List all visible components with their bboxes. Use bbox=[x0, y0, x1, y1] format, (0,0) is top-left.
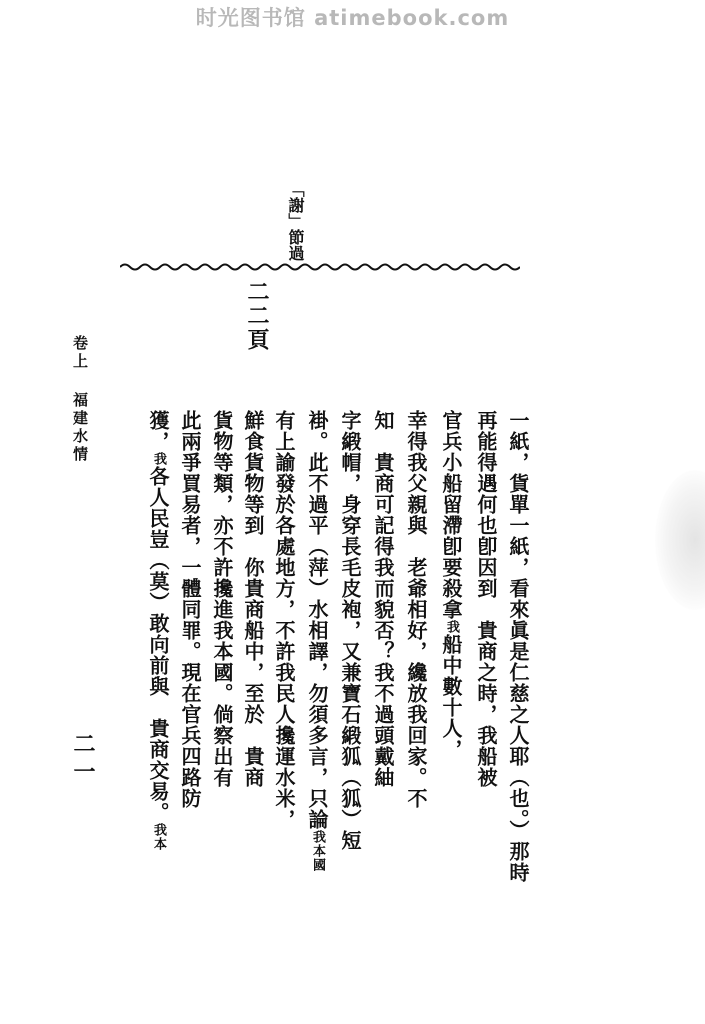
text-run: 知 貴商可記得我而貌否？ bbox=[371, 410, 395, 662]
text-column bbox=[307, 410, 327, 872]
text-column bbox=[180, 410, 200, 809]
text-run: 我本 bbox=[151, 823, 166, 851]
text-run: 有上諭發於各處地方，不許我民人攙運水米， bbox=[272, 410, 296, 830]
text-column bbox=[373, 410, 393, 788]
text-column bbox=[148, 410, 168, 851]
page-edge-shadow bbox=[655, 470, 705, 610]
text-run: 我本國 bbox=[310, 830, 325, 872]
text-run: 我 bbox=[444, 620, 459, 634]
text-run: 獲， bbox=[146, 410, 170, 452]
text-run: 鮮食貨物等到 你貴商船中，至於 貴商 bbox=[241, 410, 265, 788]
text-column bbox=[476, 410, 496, 788]
watermark: 时光图书馆 atimebook.com bbox=[195, 6, 510, 30]
text-run: 字緞帽，身穿長毛皮袍，又兼寶石緞狐（狐）短 bbox=[338, 410, 362, 851]
text-run: 貨物等類，亦不許攙進我本國。倘察出有 bbox=[210, 410, 234, 788]
text-column bbox=[441, 410, 461, 760]
text-run: 各人民豈（莫）敢向前與 貴商交易。 bbox=[146, 466, 170, 823]
text-run: 官兵小船留滯卽要殺拿 bbox=[439, 410, 463, 620]
text-run: 我 bbox=[151, 452, 166, 466]
text-run: 貴商之時，我船被 bbox=[474, 620, 498, 788]
text-run: 此兩爭買易者，一體同罪。現在官兵四路防 bbox=[178, 410, 202, 809]
text-column bbox=[212, 410, 232, 788]
text-column bbox=[340, 410, 360, 851]
page-number: 二一 bbox=[70, 732, 96, 788]
text-run: 幸得我父親與 老爺相好，纔放我回家。不 bbox=[404, 410, 428, 809]
text-run: 褂。此不過平（萍）水相譯，勿須多言，只論 bbox=[305, 410, 329, 830]
running-head: 卷上 福建水情 bbox=[71, 335, 89, 464]
text-column bbox=[508, 410, 528, 883]
text-run: 再能得遇何也卽因到 bbox=[474, 410, 498, 620]
page-title: 二二頁 bbox=[244, 280, 270, 352]
text-run: 一紙，貨單一紙，看來眞是仁慈之人耶（也。）那時 bbox=[506, 410, 530, 883]
text-run: 我不過頭戴紬 bbox=[371, 662, 395, 788]
text-column bbox=[406, 410, 426, 809]
text-run: 船中數十人， bbox=[439, 634, 463, 760]
section-header: 「謝」節過 bbox=[286, 181, 305, 261]
text-column bbox=[243, 410, 263, 788]
wavy-divider bbox=[120, 260, 520, 274]
text-column bbox=[274, 410, 294, 830]
